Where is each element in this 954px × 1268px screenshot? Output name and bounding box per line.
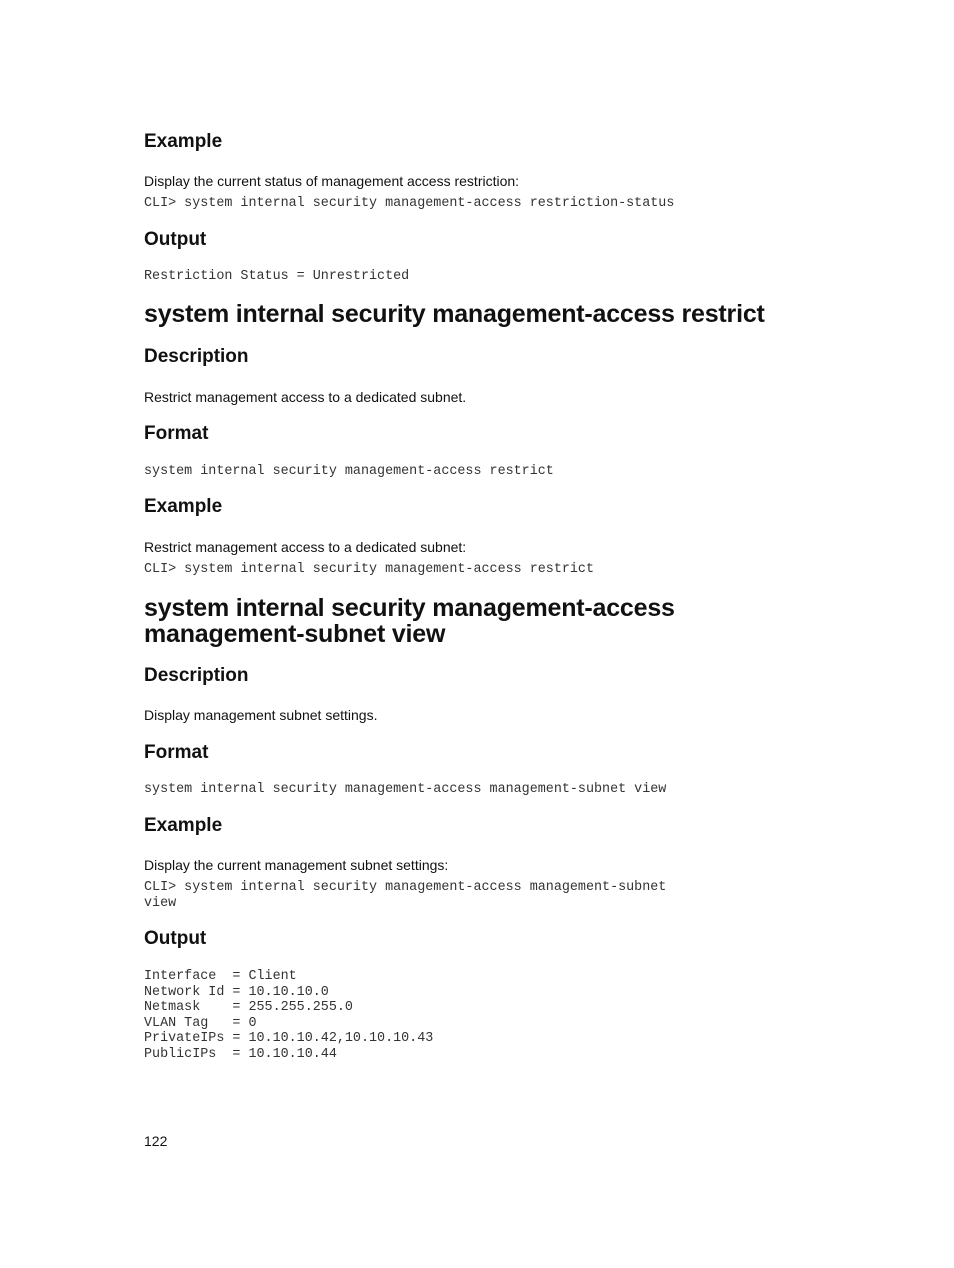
subnet-view-example-code: CLI> system internal security management-access management-subnet view: [144, 880, 667, 911]
restrict-format-heading: Format: [144, 423, 209, 444]
subnet-view-output-heading: Output: [144, 928, 207, 949]
example-heading: Example: [144, 131, 223, 152]
output-code: Restriction Status = Unrestricted: [144, 269, 410, 284]
subnet-view-example-text: Display the current management subnet settings:: [144, 857, 449, 873]
output-heading: Output: [144, 229, 207, 250]
subnet-view-output-code: Interface = Client Network Id = 10.10.10.0 Netmask = 255.255.255.0 VLAN Tag = 0 PrivateIPs = 10.10.10.42,10.10.10.43 PublicIPs = 10.10.10.44: [144, 969, 434, 1062]
restrict-example-text: Restrict management access to a dedicated subnet:: [144, 539, 467, 555]
subnet-view-section-title: system internal security management-access management-subnet view: [144, 594, 675, 648]
example-text: Display the current status of management access restriction:: [144, 173, 520, 189]
subnet-view-description-text: Display management subnet settings.: [144, 707, 378, 723]
restrict-example-heading: Example: [144, 496, 223, 517]
subnet-view-example-heading: Example: [144, 815, 223, 836]
restrict-example-code: CLI> system internal security management-access restrict: [144, 562, 594, 577]
example-code: CLI> system internal security management-access restriction-status: [144, 196, 675, 211]
page-number: 122: [144, 1133, 168, 1149]
restrict-format-code: system internal security management-access restrict: [144, 464, 554, 479]
restrict-section-title: system internal security management-access restrict: [144, 300, 765, 328]
restrict-description-text: Restrict management access to a dedicated subnet.: [144, 389, 467, 405]
subnet-view-format-heading: Format: [144, 742, 209, 763]
subnet-view-description-heading: Description: [144, 665, 249, 686]
restrict-description-heading: Description: [144, 346, 249, 367]
subnet-view-format-code: system internal security management-access management-subnet view: [144, 782, 667, 797]
